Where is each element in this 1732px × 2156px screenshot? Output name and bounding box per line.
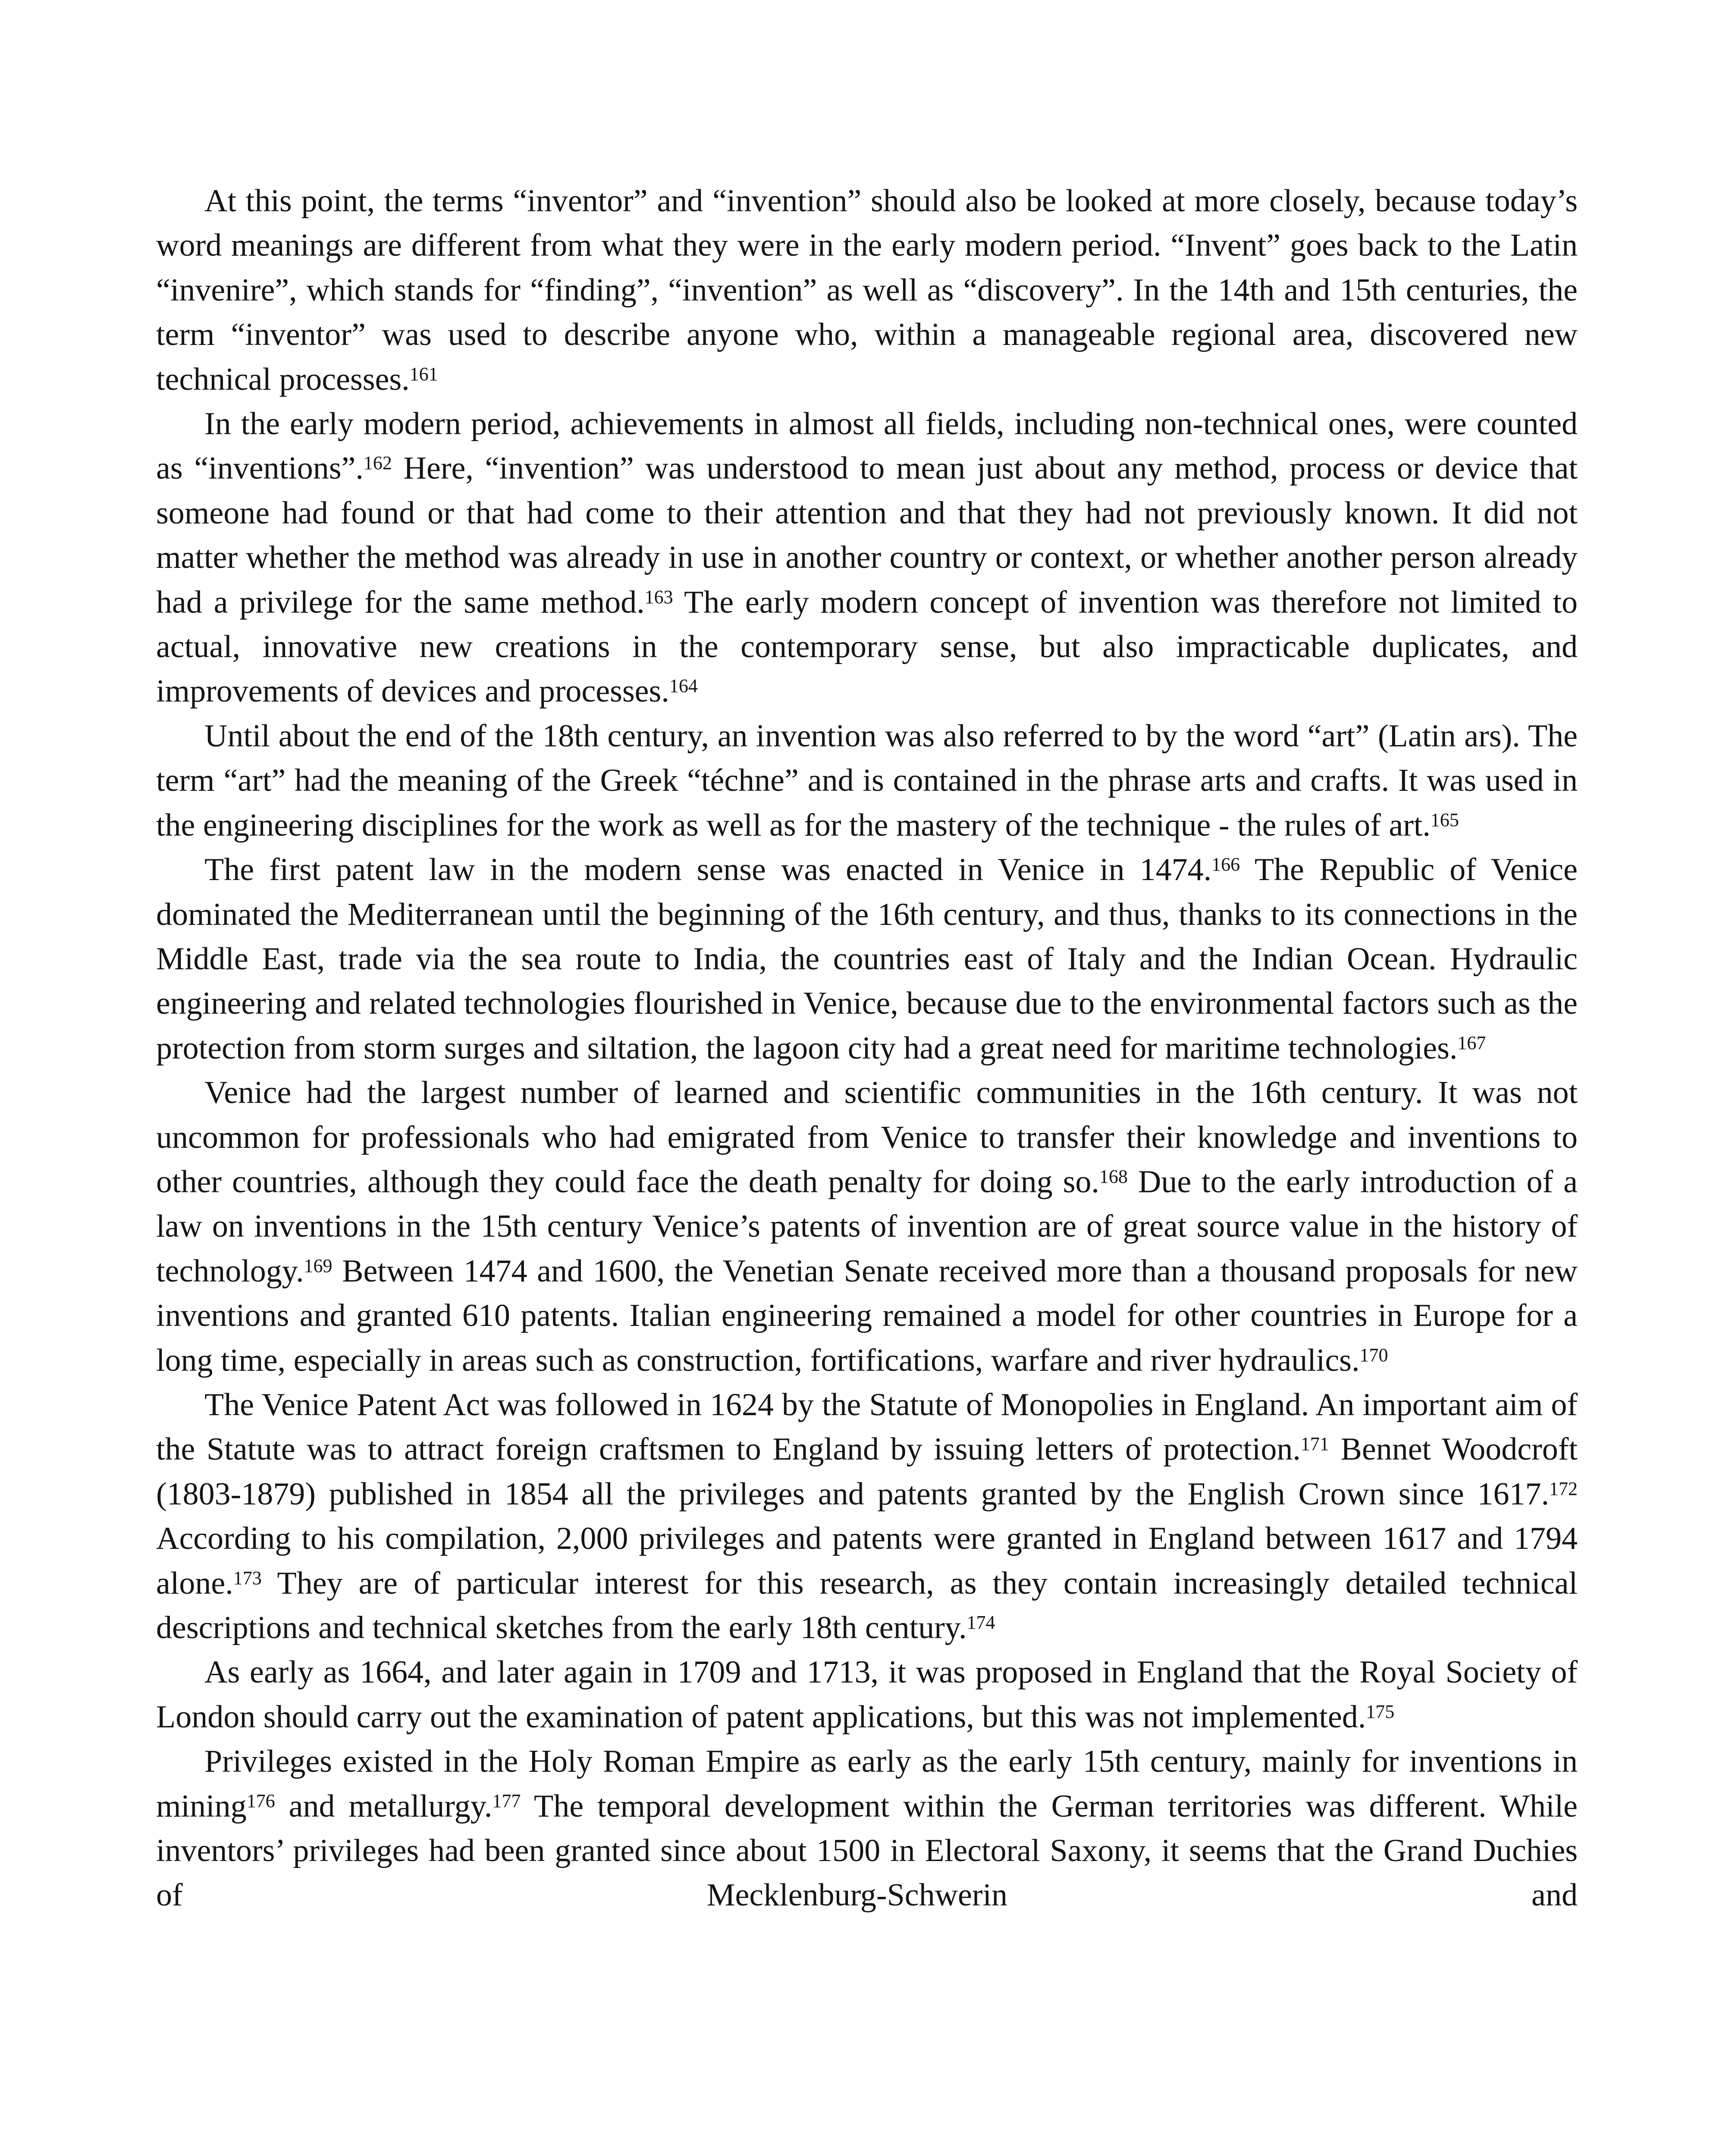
paragraph-2 [156,402,1578,714]
footnote-ref: 174 [966,1612,995,1633]
text-run: The early modern concept of invention was therefore not limited to actual, innovative new creations in the contemporary sense, but also impracticable duplicates, and improvements of devices and processes. [156,584,1578,709]
footnote-ref: 167 [1457,1032,1486,1053]
footnote-ref: 166 [1211,854,1240,875]
body-text [156,179,1578,1918]
text-run: The temporal development within the German territories was different. While inventors’ privileges had been granted since about 1500 in Electoral Saxony, it seems that the Grand Duchies of Mecklenburg-Schwerin and [156,1788,1578,1913]
footnote-ref: 165 [1430,809,1459,830]
text-run: Between 1474 and 1600, the Venetian Senate received more than a thousand proposals for new inventions and granted 610 patents. Italian engineering remained a model for other countries in Europe for a long time, especially in areas such as construction, fortifications, warfare and river hydraulics. [156,1253,1578,1378]
text-run: Here, “invention” was understood to mean just about any method, process or device that someone had found or that had come to their attention and that they had not previously known. It did not matter whether the method was already in use in another country or context, or whether another person already had a privilege for the same method. [156,451,1578,620]
text-run: Venice had the largest number of learned and scientific communities in the 16th century. It was not uncommon for professionals who had emigrated from Venice to transfer their knowledge and inventions to other countries, although they could face the death penalty for doing so. [156,1075,1578,1200]
footnote-ref: 176 [246,1790,275,1811]
paragraph-5 [156,1071,1578,1383]
text-run: Due to the early introduction of a law on inventions in the 15th century Venice’s patents of invention are of great source value in the history of technology. [156,1164,1578,1289]
text-run: As early as 1664, and later again in 1709 and 1713, it was proposed in England that the Royal Society of London should carry out the examination of patent applications, but this was not implemented. [156,1655,1578,1735]
footnote-ref: 175 [1366,1701,1395,1722]
footnote-ref: 177 [492,1790,521,1811]
text-run: Until about the end of the 18th century, an invention was also referred to by the word “art” (Latin ars). The term “art” had the meaning of the Greek “téchne” and is contained in the phrase arts and crafts. It was used in the engineering disciplines for the work as well as for the mastery of the technique - the rules of art. [156,718,1578,843]
footnote-ref: 173 [233,1567,262,1589]
paragraph-7 [156,1650,1578,1739]
footnote-ref: 162 [363,452,392,474]
footnote-ref: 168 [1099,1166,1128,1187]
text-run: and metallurgy. [275,1788,493,1824]
text-run: The Venice Patent Act was followed in 1624 by the Statute of Monopolies in England. An important aim of the Statute was to attract foreign craftsmen to England by issuing letters of protection. [156,1387,1578,1467]
text-run: The Republic of Venice dominated the Mediterranean until the beginning of the 16th century, and thus, thanks to its connections in the Middle East, trade via the sea route to India, the countries east of Italy and the Indian Ocean. Hydraulic engineering and related technologies flourished in Venice, because due to the environmental factors such as the protection from storm surges and siltation, the lagoon city had a great need for maritime technologies. [156,852,1578,1066]
paragraph-1 [156,179,1578,402]
text-run: In the early modern period, achievements in almost all fields, including non-technical ones, were counted as “inventions”. [156,406,1578,486]
paragraph-4 [156,848,1578,1071]
text-run: The first patent law in the modern sense was enacted in Venice in 1474. [204,852,1212,888]
text-run: They are of particular interest for this research, as they contain increasingly detailed technical descriptions and technical sketches from the early 18th century. [156,1565,1578,1645]
footnote-ref: 172 [1549,1478,1578,1499]
footnote-ref: 171 [1300,1433,1329,1455]
footnote-ref: 169 [304,1255,333,1276]
text-run: At this point, the terms “inventor” and “invention” should also be looked at more closely, because today’s word meanings are different from what they were in the early modern period. “Invent” goes back to the Latin “invenire”, which stands for “finding”, “invention” as well as “discovery”. In the 14th and 15th centuries, the term “inventor” was used to describe anyone who, within a manageable regional area, discovered new technical processes. [156,183,1578,397]
footnote-ref: 163 [644,586,673,608]
text-run: According to his compilation, 2,000 privileges and patents were granted in England between 1617 and 1794 alone. [156,1521,1578,1601]
paragraph-8 [156,1739,1578,1918]
text-run: Bennet Woodcroft (1803-1879) published in 1854 all the privileges and patents granted by the English Crown since 1617. [156,1432,1578,1512]
paragraph-3 [156,714,1578,848]
footnote-ref: 161 [409,363,438,385]
footnote-ref: 164 [669,675,698,697]
paragraph-6 [156,1383,1578,1650]
text-run: Privileges existed in the Holy Roman Empire as early as the early 15th century, mainly for inventions in mining [156,1744,1578,1824]
footnote-ref: 170 [1359,1344,1388,1366]
